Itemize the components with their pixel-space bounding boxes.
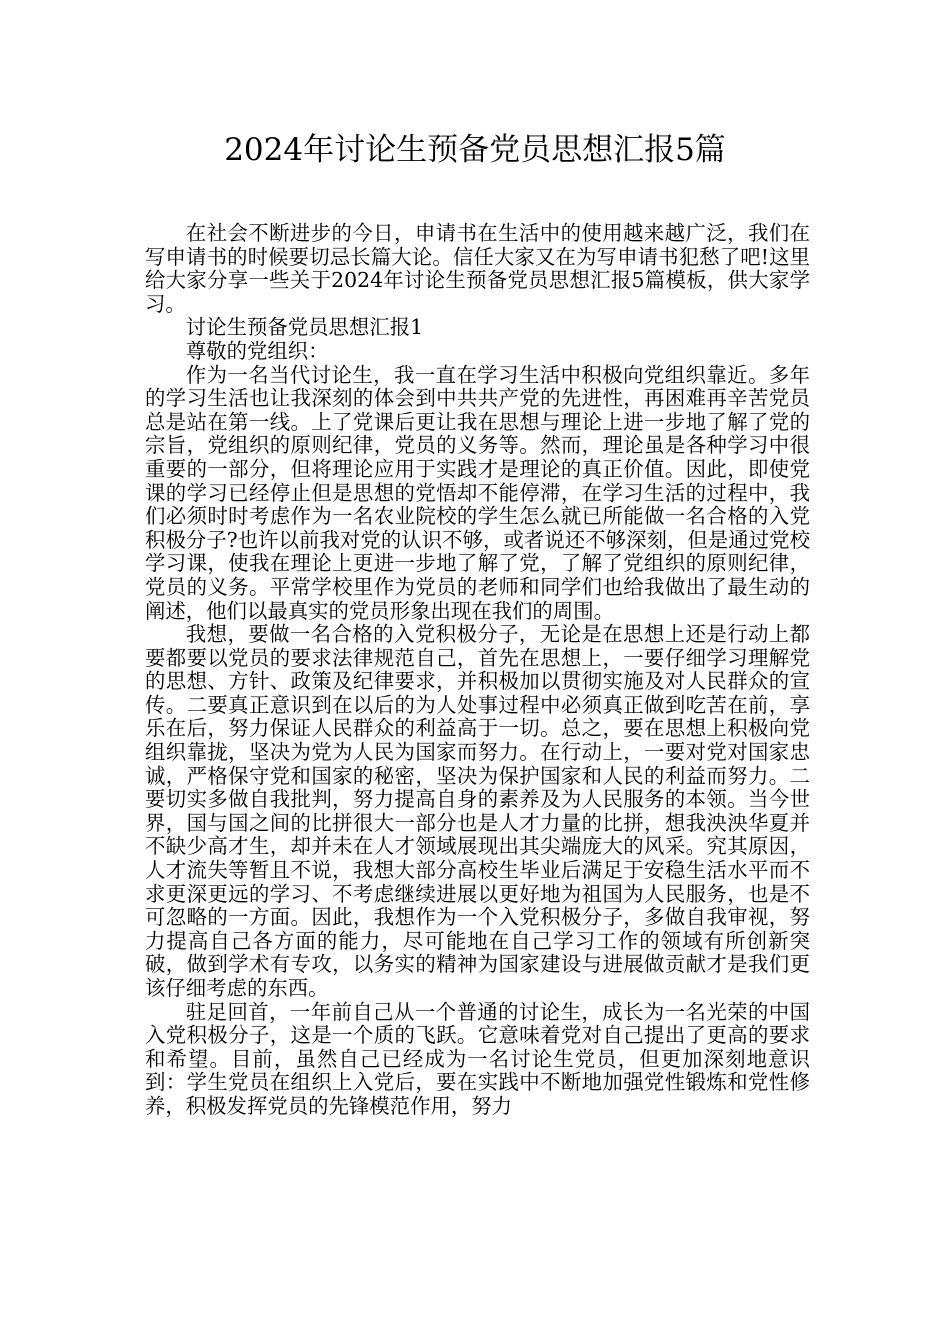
document-title: 2024年讨论生预备党员思想汇报5篇 bbox=[224, 132, 726, 168]
body-paragraph: 我想，要做一名合格的入党积极分子，无论是在思想上还是行动上都要都要以党员的要求法律规范自己，首先在思想上，一要仔细学习理解党的思想、方针、政策及纪律要求，并积极加以贯彻实施及对人民群众的宣传。二要真正意识到在以后的为人处事过程中必须真正做到吃苦在前，享乐在后，努力保证人民群众的利益高于一切。总之，要在思想上积极向党组织靠拢，坚决为党为人民为国家而努力。在行动上，一要对党对国家忠诚，严格保守党和国家的秘密，坚决为保护国家和人民的利益而努力。二要切实多做自我批判，努力提高自身的素养及为人民服务的本领。当今世界，国与国之间的比拼很大一部分也是人才力量的比拼，想我泱泱华夏并不缺少高才生，却并未在人才领域展现出其尖端庞大的风采。究其原因，人才流失等暂且不说，我想大部分高校生毕业后满足于安稳生活水平而不求更深更远的学习、不考虑继续进展以更好地为祖国为人民服务，也是不可忽略的一方面。因此，我想作为一个入党积极分子，多做自我审视，努力提高自己各方面的能力，尽可能地在自己学习工作的领域有所创新突破，做到学术有专攻，以务实的精神为国家建设与进展做贡献才是我们更该仔细考虑的东西。 bbox=[145, 622, 810, 1000]
body-paragraph: 作为一名当代讨论生，我一直在学习生活中积极向党组织靠近。多年的学习生活也让我深刻的体会到中共共产党的先进性，再困难再辛苦党员总是站在第一线。上了党课后更让我在思想与理论上进一步地了解了党的宗旨，党组织的原则纪律，党员的义务等。然而，理论虽是各种学习中很重要的一部分，但将理论应用于实践才是理论的真正价值。因此，即使党课的学习已经停止但是思想的党悟却不能停滞，在学习生活的过程中，我们必须时时考虑作为一名农业院校的学生怎么就已所能做一名合格的入党积极分子?也许以前我对党的认识不够，或者说还不够深刻，但是通过党校学习课，使我在理论上更进一步地了解了党，了解了党组织的原则纪律，党员的义务。平常学校里作为党员的老师和同学们也给我做出了最生动的阐述，他们以最真实的党员形象出现在我们的周围。 bbox=[145, 362, 810, 623]
intro-paragraph: 在社会不断进步的今日，申请书在生活中的使用越来越广泛，我们在写申请书的时候要切忌长篇大论。信任大家又在为写申请书犯愁了吧!这里给大家分享一些关于2024年讨论生预备党员思想汇报5篇模板，供大家学习。 bbox=[145, 221, 810, 316]
salutation: 尊敬的党组织： bbox=[185, 338, 329, 363]
body-paragraph: 驻足回首，一年前自己从一个普通的讨论生，成长为一名光荣的中国入党积极分子，这是一个质的飞跃。它意味着党对自己提出了更高的要求和希望。目前，虽然自己已经成为一名讨论生党员，但更加深刻地意识到：学生党员在组织上入党后，要在实践中不断地加强党性锻炼和党性修养，积极发挥党员的先锋模范作用，努力 bbox=[145, 999, 810, 1118]
section-heading: 讨论生预备党员思想汇报1 bbox=[185, 315, 424, 340]
document-body bbox=[145, 222, 810, 1119]
